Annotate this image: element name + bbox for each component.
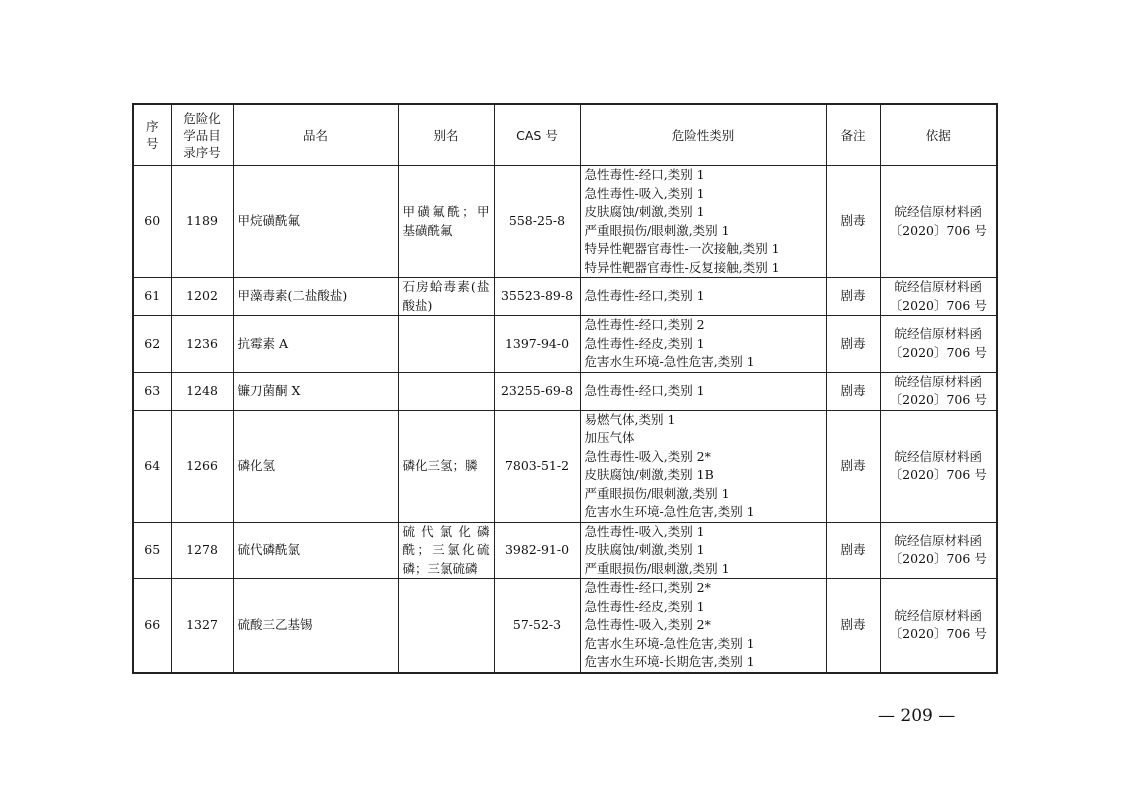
table-row [133, 278, 997, 316]
cell-alias [398, 579, 494, 673]
basis-line: 〔2020〕706 号 [889, 344, 987, 360]
cell-hazard-class [580, 166, 826, 278]
cell-basis [880, 278, 997, 316]
basis-line: 〔2020〕706 号 [889, 392, 987, 407]
cell-name: 硫代磷酰氯 [233, 522, 398, 579]
cell-alias: 磷化三氢；膦 [398, 410, 494, 522]
hazardous-chemicals-table [132, 103, 998, 674]
cell-name: 甲烷磺酰氟 [233, 166, 398, 278]
hazard-line: 急性毒性-吸入,类别 2* [584, 617, 711, 632]
cell-cas: 35523-89-8 [494, 278, 580, 316]
hazard-line: 急性毒性-经口,类别 2* [584, 580, 711, 595]
hazard-line: 急性毒性-经口,类别 2 [584, 317, 705, 332]
basis-line: 〔2020〕706 号 [889, 297, 987, 313]
basis-line: 皖经信原材料函 [894, 279, 982, 294]
basis-line: 皖经信原材料函 [894, 204, 982, 219]
hazard-line: 急性毒性-经皮,类别 1 [584, 598, 705, 614]
cell-cas: 3982-91-0 [494, 522, 580, 579]
cell-basis [880, 316, 997, 373]
cell-basis [880, 410, 997, 522]
cell-catalog-no: 1278 [171, 522, 233, 579]
hazard-line: 皮肤腐蚀/刺激,类别 1B [584, 467, 714, 482]
hazard-line: 特异性靶器官毒性-反复接触,类别 1 [584, 259, 780, 275]
hazard-line: 急性毒性-吸入,类别 2* [584, 448, 711, 464]
cell-basis [880, 372, 997, 410]
basis-line: 皖经信原材料函 [894, 373, 982, 389]
cell-seq: 65 [133, 522, 171, 579]
header-seq [133, 104, 171, 166]
cell-name: 镰刀菌酮 X [233, 372, 398, 410]
header-cas: CAS 号 [494, 104, 580, 166]
header-seq-line: 号 [145, 136, 159, 151]
cell-seq: 61 [133, 278, 171, 316]
table-row [133, 166, 997, 278]
cell-alias: 硫代氯化磷酰；三氯化硫磷；三氯硫磷 [398, 522, 494, 579]
header-alias: 别名 [398, 104, 494, 166]
basis-line: 皖经信原材料函 [894, 607, 982, 623]
cell-hazard-class [580, 579, 826, 673]
cell-remark: 剧毒 [826, 522, 880, 579]
hazard-line: 特异性靶器官毒性-一次接触,类别 1 [584, 241, 780, 256]
basis-line: 皖经信原材料函 [894, 448, 982, 464]
cell-catalog-no: 1248 [171, 372, 233, 410]
cell-alias: 石房蛤毒素(盐酸盐) [398, 278, 494, 316]
cell-remark: 剧毒 [826, 579, 880, 673]
header-hazard-class: 危险性类别 [580, 104, 826, 166]
basis-line: 皖经信原材料函 [894, 532, 982, 548]
cell-seq: 62 [133, 316, 171, 373]
hazard-line: 严重眼损伤/眼刺激,类别 1 [584, 560, 730, 576]
hazard-line: 急性毒性-经皮,类别 1 [584, 335, 705, 351]
cell-seq: 66 [133, 579, 171, 673]
hazard-line: 皮肤腐蚀/刺激,类别 1 [584, 204, 705, 219]
table-row [133, 410, 997, 522]
header-catalog-line: 录序号 [183, 144, 221, 160]
cell-cas: 1397-94-0 [494, 316, 580, 373]
cell-name: 甲藻毒素(二盐酸盐) [233, 278, 398, 316]
header-seq-line: 序 [145, 119, 159, 134]
hazard-line: 危害水生环境-急性危害,类别 1 [584, 354, 755, 369]
hazard-line: 急性毒性-经口,类别 1 [584, 167, 705, 182]
hazard-line: 加压气体 [584, 430, 635, 445]
cell-hazard-class [580, 278, 826, 316]
page-number: — 209 — [878, 706, 956, 726]
basis-line: 皖经信原材料函 [894, 326, 982, 342]
hazard-line: 急性毒性-经口,类别 1 [584, 382, 705, 398]
table-header-row [133, 104, 997, 166]
hazard-line: 急性毒性-经口,类别 1 [584, 288, 705, 304]
header-basis: 依据 [880, 104, 997, 166]
hazard-line: 急性毒性-吸入,类别 1 [584, 523, 705, 539]
cell-remark: 剧毒 [826, 372, 880, 410]
table-row [133, 522, 997, 579]
hazard-line: 危害水生环境-长期危害,类别 1 [584, 654, 755, 669]
cell-seq: 64 [133, 410, 171, 522]
cell-hazard-class [580, 410, 826, 522]
cell-name: 磷化氢 [233, 410, 398, 522]
cell-remark: 剧毒 [826, 316, 880, 373]
cell-catalog-no: 1189 [171, 166, 233, 278]
hazard-line: 严重眼损伤/眼刺激,类别 1 [584, 222, 730, 238]
cell-seq: 60 [133, 166, 171, 278]
cell-remark: 剧毒 [826, 166, 880, 278]
hazard-line: 危害水生环境-急性危害,类别 1 [584, 504, 755, 519]
basis-line: 〔2020〕706 号 [889, 551, 987, 567]
cell-remark: 剧毒 [826, 410, 880, 522]
cell-name: 抗霉素 A [233, 316, 398, 373]
header-catalog-line: 危险化 [183, 110, 221, 126]
cell-catalog-no: 1327 [171, 579, 233, 673]
cell-remark: 剧毒 [826, 278, 880, 316]
header-remark: 备注 [826, 104, 880, 166]
hazard-line: 严重眼损伤/眼刺激,类别 1 [584, 485, 730, 501]
cell-hazard-class [580, 372, 826, 410]
cell-hazard-class [580, 522, 826, 579]
hazard-line: 危害水生环境-急性危害,类别 1 [584, 635, 755, 651]
hazard-line: 急性毒性-吸入,类别 1 [584, 185, 705, 201]
table-row [133, 316, 997, 373]
cell-seq: 63 [133, 372, 171, 410]
cell-basis [880, 522, 997, 579]
cell-cas: 23255-69-8 [494, 372, 580, 410]
cell-alias [398, 316, 494, 373]
cell-cas: 558-25-8 [494, 166, 580, 278]
hazard-line: 皮肤腐蚀/刺激,类别 1 [584, 542, 705, 557]
header-name: 品名 [233, 104, 398, 166]
basis-line: 〔2020〕706 号 [889, 467, 987, 482]
cell-catalog-no: 1236 [171, 316, 233, 373]
basis-line: 〔2020〕706 号 [889, 222, 987, 238]
cell-alias: 甲磺氟酰；甲基磺酰氟 [398, 166, 494, 278]
header-catalog-no [171, 104, 233, 166]
table-row [133, 372, 997, 410]
cell-basis [880, 166, 997, 278]
table-row [133, 579, 997, 673]
cell-catalog-no: 1266 [171, 410, 233, 522]
header-catalog-line: 学品目 [183, 127, 221, 143]
hazard-line: 易燃气体,类别 1 [584, 411, 676, 427]
cell-alias [398, 372, 494, 410]
cell-name: 硫酸三乙基锡 [233, 579, 398, 673]
cell-catalog-no: 1202 [171, 278, 233, 316]
cell-basis [880, 579, 997, 673]
basis-line: 〔2020〕706 号 [889, 626, 987, 642]
cell-cas: 57-52-3 [494, 579, 580, 673]
cell-hazard-class [580, 316, 826, 373]
cell-cas: 7803-51-2 [494, 410, 580, 522]
